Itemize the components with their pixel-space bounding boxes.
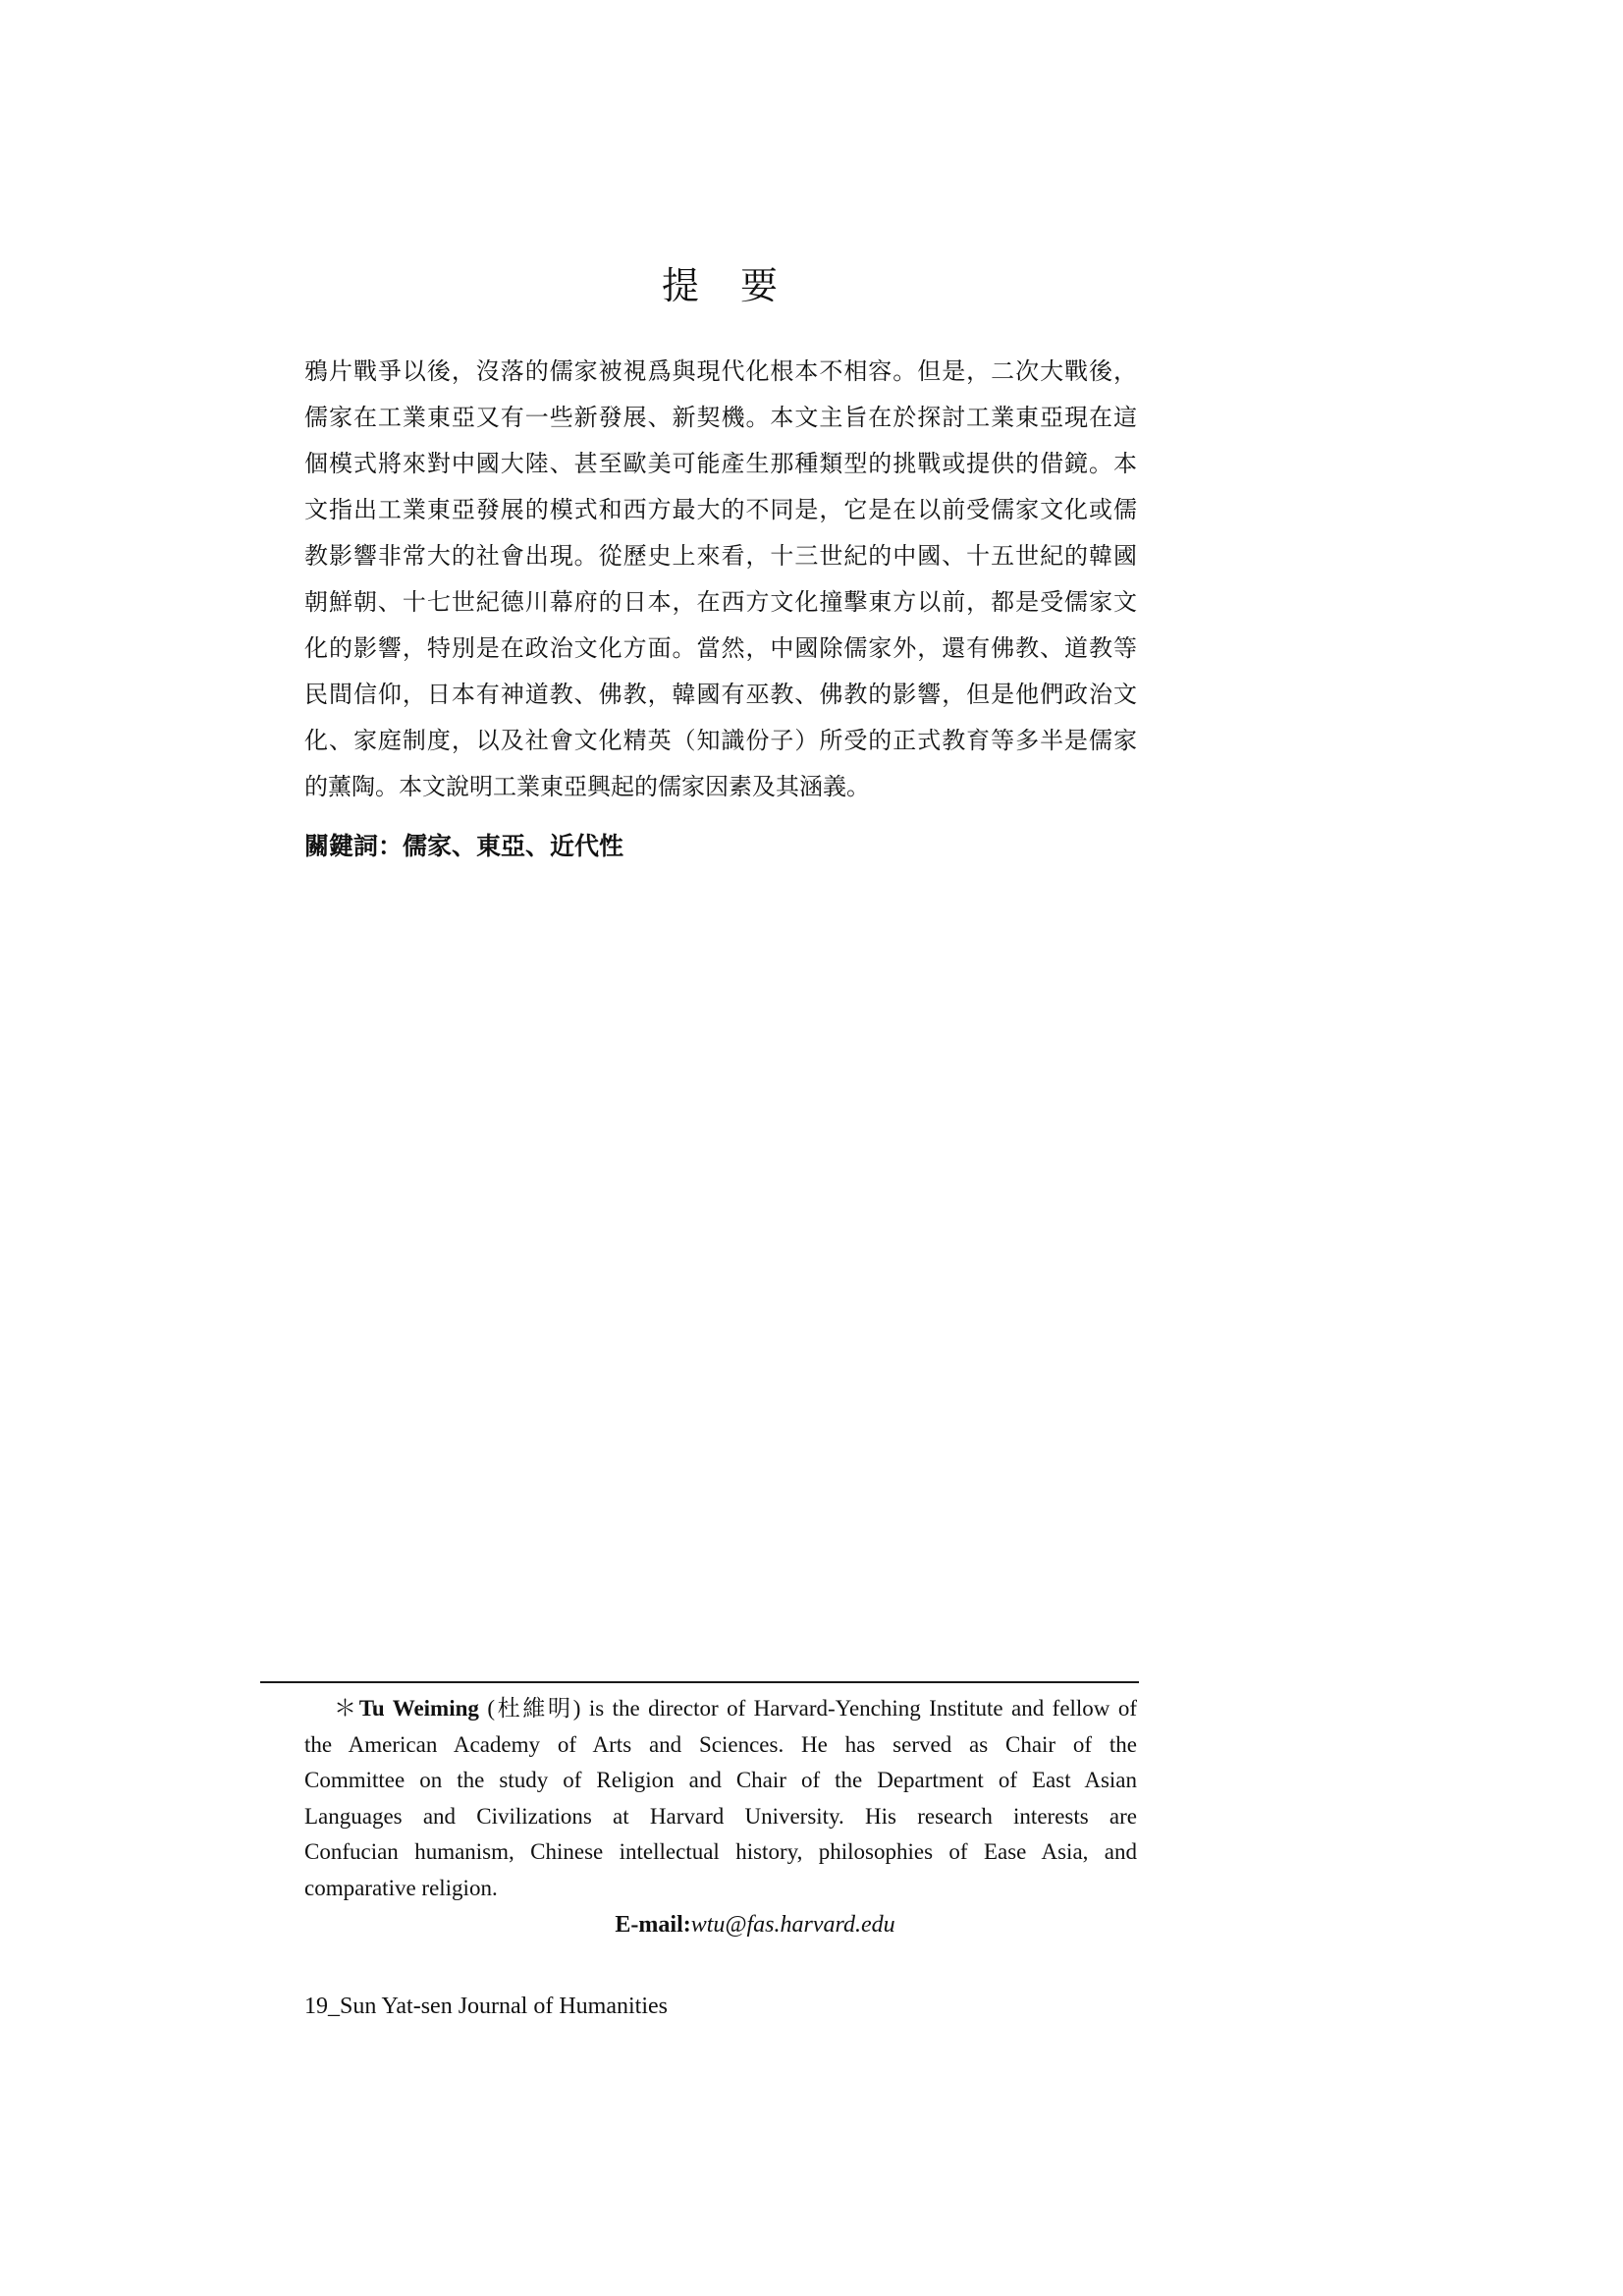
abstract-line: 鴉片戰爭以後，沒落的儒家被視爲與現代化根本不相容。但是，二次大戰後， xyxy=(304,359,1137,385)
keywords-line: 關鍵詞：儒家、東亞、近代性 xyxy=(304,834,624,860)
footnote-separator xyxy=(260,1681,1139,1683)
footnote-asterisk: ＊ xyxy=(334,1696,359,1721)
abstract-line: 的薰陶。本文說明工業東亞興起的儒家因素及其涵義。 xyxy=(304,775,870,800)
abstract-title: 提 要 xyxy=(661,266,780,307)
footnote-line: comparative religion. xyxy=(304,1875,498,1900)
footnote-line xyxy=(304,1691,1137,1727)
abstract-line: 民間信仰，日本有神道教、佛教，韓國有巫教、佛教的影響，但是他們政治文 xyxy=(304,683,1137,708)
abstract-line: 化、家庭制度，以及社會文化精英（知識份子）所受的正式教育等多半是儒家 xyxy=(304,729,1137,754)
abstract-line: 朝鮮朝、十七世紀德川幕府的日本，在西方文化撞擊東方以前，都是受儒家文 xyxy=(304,590,1137,616)
email-address: wtu@fas.harvard.edu xyxy=(690,1912,895,1938)
abstract-line: 文指出工業東亞發展的模式和西方最大的不同是，它是在以前受儒家文化或儒 xyxy=(304,498,1137,523)
abstract-line: 教影響非常大的社會出現。從歷史上來看，十三世紀的中國、十五世紀的韓國 xyxy=(304,544,1137,570)
abstract-line: 化的影響，特別是在政治文化方面。當然，中國除儒家外，還有佛教、道教等 xyxy=(304,636,1137,662)
abstract-line: 儒家在工業東亞又有一些新發展、新契機。本文主旨在於探討工業東亞現在這 xyxy=(304,406,1137,431)
author-name: Tu Weiming xyxy=(358,1696,479,1721)
email-line xyxy=(304,1909,1137,1941)
email-label: E-mail: xyxy=(615,1912,691,1938)
footnote-line: the American Academy of Arts and Sciences. He has served as Chair of the xyxy=(304,1731,1137,1757)
journal-footer: 19_Sun Yat-sen Journal of Humanities xyxy=(304,1994,668,2019)
footnote-line: Committee on the study of Religion and Chair of the Department of East Asian xyxy=(304,1768,1137,1792)
footnote-line: Languages and Civilizations at Harvard University. His research interests are xyxy=(304,1803,1137,1829)
footnote-line-text: (杜維明) is the director of Harvard-Yenching Institute and fellow of xyxy=(478,1696,1137,1721)
abstract-paragraph xyxy=(304,350,1137,811)
author-footnote xyxy=(304,1691,1137,1906)
abstract-line: 個模式將來對中國大陸、甚至歐美可能產生那種類型的挑戰或提供的借鏡。本 xyxy=(304,452,1137,477)
footnote-line: Confucian humanism, Chinese intellectual history, philosophies of Ease Asia, and xyxy=(304,1839,1137,1864)
